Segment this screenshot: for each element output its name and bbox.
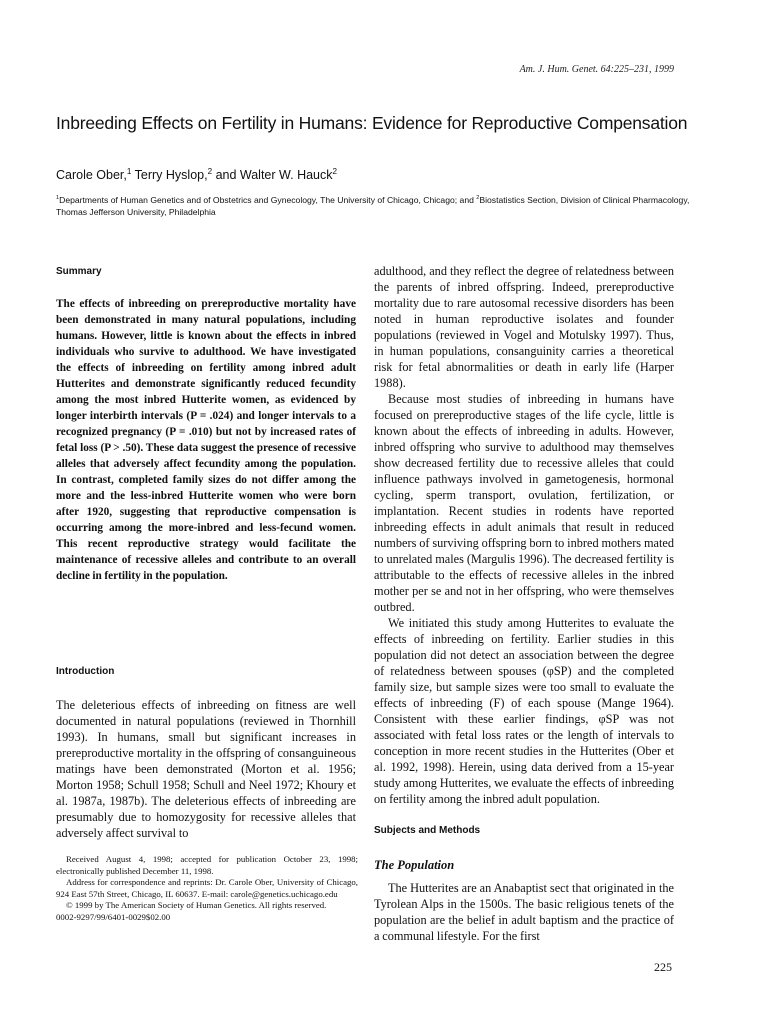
- affil-marker: 2: [476, 195, 480, 202]
- methods-section: [374, 825, 674, 836]
- body-paragraph: adulthood, and they reflect the degree of relatedness between the parents of inbred offspring. Indeed, prereproductive mortality due to rare autosomal recessive disorders has been noted in human reproductive isolates and founder populations (reviewed in Vogel and Motulsky 1997). Thus, in human populations, consanguinity carries a theoretical risk for fetal abnormalities or death in early life (Harper 1988).: [374, 264, 674, 390]
- population-subsection: [374, 858, 674, 873]
- summary-body: [56, 296, 356, 584]
- summary-paragraph: The effects of inbreeding on prereproductive mortality have been demonstrated in many natural populations, including humans. However, little is known about the effects in inbred individuals who survive to adulthood. We have investigated the effects of inbreeding on fertility among inbred adult Hutterites and demonstrate significantly reduced fecundity among the most inbred Hutterite women, as evidenced by longer interbirth intervals (P = .024) and longer intervals to a recognized pregnancy (P = .010) but not by increased rates of fetal loss (P > .50). These data suggest the presence of recessive alleles that adversely affect fecundity among the population. In contrast, completed family sizes do not differ among the more and the less-inbred Hutterite women who were born after 1920, suggesting that reproductive compensation is occurring among the more-inbred and less-fecund women. This recent reproductive strategy would facilitate the maintenance of recessive alleles and contribute to an overall decline in fertility in the population.: [56, 298, 356, 582]
- footnotes: [56, 854, 358, 923]
- author-hyslop: Terry Hyslop,: [131, 168, 208, 182]
- body-paragraph: Because most studies of inbreeding in humans have focused on prereproductive stages of the life cycle, little is known about the effects of inbreeding in adults. However, inbred offspring who survive to adulthood may themselves show decreased fertility due to recessive alleles that could influence pathways involved in gametogenesis, hormonal cycling, sperm transport, ovulation, fertilization, or implantation. Recent studies in rodents have reported inbreeding effects in adult animals that result in reduced numbers of surviving offspring born to inbred mothers mated to unrelated males (Margulis 1996). The decreased fertility is attributable to the effects of recessive alleles in the inbred mother per se and not in her offspring, who were themselves outbred.: [374, 392, 674, 614]
- affil-marker: 2: [207, 166, 213, 176]
- author-hauck: and Walter W. Hauck: [212, 168, 333, 182]
- population-body: [374, 880, 674, 944]
- summary-heading: Summary: [56, 266, 102, 277]
- affil-marker: 2: [332, 166, 338, 176]
- footnote-issn: 0002-9297/99/6401-0029$02.00: [56, 911, 171, 922]
- introduction-paragraph: The deleterious effects of inbreeding on fitness are well documented in natural populations (reviewed in Thornhill 1993). In humans, small but significant increases in prereproductive mortality in the offspring of consanguineous matings have been demonstrated (Morton et al. 1956; Morton 1958; Schull 1958; Schull and Neel 1972; Khoury et al. 1987a, 1987b). The deleterious effects of inbreeding are presumably due to homozygosity for recessive alleles that adversely affect survival to: [56, 698, 356, 840]
- author-ober: Carole Ober,: [56, 168, 127, 182]
- affiliation-text: Biostatistics Section, Division of Clinical Pharmacology, Thomas Jefferson University, Philadelphia: [56, 195, 690, 217]
- methods-heading: Subjects and Methods: [374, 825, 481, 836]
- author-list: [56, 168, 696, 182]
- affil-marker: 1: [126, 166, 132, 176]
- introduction-heading: Introduction: [56, 666, 115, 677]
- right-column-body: [374, 263, 674, 807]
- article-title: Inbreeding Effects on Fertility in Humans: Evidence for Reproductive Compensation: [56, 113, 688, 133]
- affiliation-text: Departments of Human Genetics and of Obstetrics and Gynecology, The University of Chicago, Chicago; and: [59, 195, 477, 205]
- affiliations: [56, 194, 706, 218]
- introduction-body: [56, 697, 356, 841]
- body-paragraph: We initiated this study among Hutterites to evaluate the effects of inbreeding on fertility. Earlier studies in this population did not detect an association between the degree of relatedness between spouses (φSP) and the completed family size, but sample sizes were too small to evaluate the effects of inbreeding (F) of each spouse (Mange 1964). Consistent with these earlier findings, φSP was not associated with fetal loss rates or the length of intervals to conception in more recent studies in the Hutterites (Ober et al. 1992, 1998). Herein, using data derived from a 15-year study among Hutterites, we evaluate the effects of inbreeding on fertility among the inbred adult population.: [374, 616, 674, 806]
- body-paragraph: The Hutterites are an Anabaptist sect that originated in the Tyrolean Alps in the 1500s. The basic religious tenets of the population are the belief in adult baptism and the practice of a communal lifestyle. For the first: [374, 881, 674, 943]
- introduction-section: [56, 666, 356, 677]
- footnote-address: Address for correspondence and reprints: Dr. Carole Ober, University of Chicago, 924 East 57th Street, Chicago, IL 60637. E-mail: carole@genetics.uchicago.edu: [56, 877, 358, 899]
- footnote-copyright: © 1999 by The American Society of Human Genetics. All rights reserved.: [66, 900, 327, 910]
- journal-reference: Am. J. Hum. Genet. 64:225–231, 1999: [519, 64, 674, 75]
- footnote-received: Received August 4, 1998; accepted for publication October 23, 1998; electronically published December 11, 1998.: [56, 854, 358, 876]
- summary-section: [56, 266, 356, 277]
- affil-marker: 1: [56, 195, 60, 202]
- population-heading: The Population: [374, 858, 455, 872]
- page-number: 225: [654, 960, 672, 974]
